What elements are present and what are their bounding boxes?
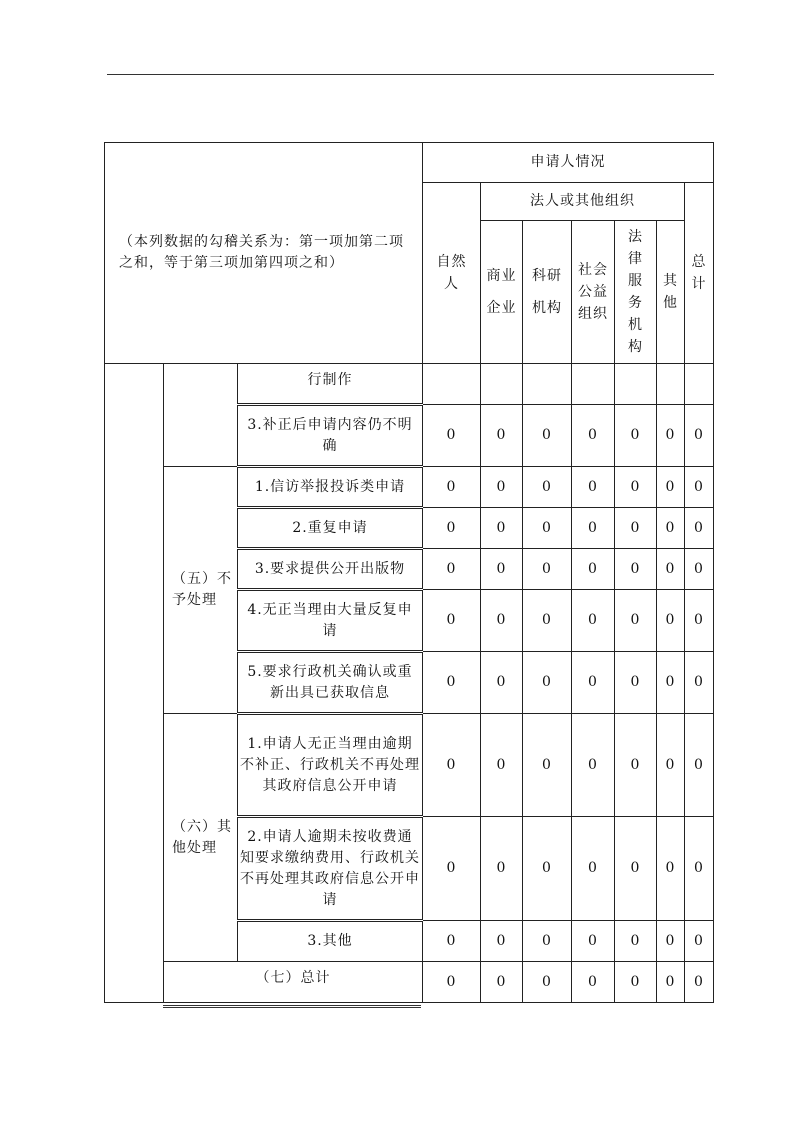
col-other-char-2: 他 [663,295,678,311]
cell [685,364,714,405]
value-cell: 0 [481,590,523,652]
applicant-group-title: 申请人情况 [423,143,714,183]
row-item-label: 2.申请人逾期未按收费通知要求缴纳费用、行政机关不再处理其政府信息公开申请 [238,817,423,921]
value-cell: 0 [685,467,714,508]
cell [615,364,657,405]
col-research-line-2: 机构 [532,300,562,316]
value-cell: 0 [572,405,615,467]
value-cell: 0 [523,405,572,467]
table-note: （本列数据的勾稽关系为：第一项加第二项之和，等于第三项加第四项之和） [105,143,423,364]
col-commercial-line-2: 企业 [486,300,517,316]
col-legal-char-2: 律 [628,251,643,267]
col-social-line-3: 组织 [578,306,608,322]
value-cell: 0 [685,405,714,467]
value-cell: 0 [657,405,685,467]
corp-group-title: 法人或其他组织 [481,183,685,221]
row-item-label: 5.要求行政机关确认或重新出具已获取信息 [238,652,423,714]
col-legal [615,221,657,364]
value-cell: 0 [481,508,523,549]
value-cell: 0 [423,921,481,962]
value-cell: 0 [615,652,657,714]
col-other-char-1: 其 [663,273,678,289]
cell [481,364,523,405]
value-cell: 0 [685,508,714,549]
value-cell: 0 [423,817,481,921]
value-cell: 0 [615,405,657,467]
value-cell: 0 [423,962,481,1003]
col-legal-char-1: 法 [628,229,643,245]
value-cell: 0 [423,467,481,508]
value-cell: 0 [572,714,615,817]
value-cell: 0 [685,921,714,962]
cell [657,364,685,405]
value-cell: 0 [657,467,685,508]
col-research [523,221,572,364]
value-cell: 0 [572,817,615,921]
value-cell: 0 [481,817,523,921]
cell [572,364,615,405]
value-cell: 0 [481,549,523,590]
value-cell: 0 [615,590,657,652]
value-cell: 0 [685,652,714,714]
value-cell: 0 [572,652,615,714]
row-item-label: 3.要求提供公开出版物 [238,549,423,590]
value-cell: 0 [481,921,523,962]
col-social-line-1: 社会 [578,262,608,278]
value-cell: 0 [657,962,685,1003]
value-cell: 0 [423,652,481,714]
value-cell: 0 [523,652,572,714]
value-cell: 0 [523,467,572,508]
col-legal-char-3: 服 [628,273,643,289]
value-cell: 0 [523,549,572,590]
col-social [572,221,615,364]
col-legal-char-4: 务 [628,295,643,311]
value-cell: 0 [685,590,714,652]
total-label: （七）总计 [164,962,423,1003]
group6-label: （六）其他处理 [164,714,238,962]
value-cell: 0 [423,714,481,817]
value-cell: 0 [481,962,523,1003]
col-total-label-1: 总 [691,254,707,270]
value-cell: 0 [657,508,685,549]
value-cell: 0 [481,714,523,817]
row-item-label: 3.其他 [238,921,423,962]
blank-left-column [105,364,164,1003]
row-item-label: 3.补正后申请内容仍不明确 [238,405,423,467]
value-cell: 0 [423,549,481,590]
value-cell: 0 [523,590,572,652]
value-cell: 0 [423,590,481,652]
col-total-label-2: 计 [691,276,707,292]
col-natural-person [423,183,481,364]
group5-label: （五）不予处理 [164,467,238,714]
col-research-line-1: 科研 [532,268,562,284]
col-legal-char-6: 构 [628,339,643,355]
row-item-label: 1.申请人无正当理由逾期不补正、行政机关不再处理其政府信息公开申请 [238,714,423,817]
value-cell: 0 [523,921,572,962]
value-cell: 0 [572,549,615,590]
col-legal-char-5: 机 [628,317,643,333]
value-cell: 0 [481,467,523,508]
row-item-label: 1.信访举报投诉类申请 [238,467,423,508]
value-cell: 0 [685,962,714,1003]
value-cell: 0 [615,817,657,921]
value-cell: 0 [685,817,714,921]
bottom-double-rule [163,1005,421,1008]
value-cell: 0 [572,921,615,962]
value-cell: 0 [423,508,481,549]
value-cell: 0 [615,508,657,549]
row-partial-text: 行制作 [238,364,423,405]
value-cell: 0 [685,714,714,817]
col-social-line-2: 公益 [578,284,608,300]
value-cell: 0 [615,714,657,817]
value-cell: 0 [657,590,685,652]
value-cell: 0 [615,921,657,962]
value-cell: 0 [572,467,615,508]
value-cell: 0 [615,467,657,508]
value-cell: 0 [615,549,657,590]
header-rule [107,74,714,75]
value-cell: 0 [615,962,657,1003]
value-cell: 0 [423,405,481,467]
value-cell: 0 [657,652,685,714]
value-cell: 0 [657,817,685,921]
value-cell: 0 [523,962,572,1003]
col-commercial-line-1: 商业 [486,268,517,284]
cell [423,364,481,405]
value-cell: 0 [572,508,615,549]
col-commercial [481,221,523,364]
cell [523,364,572,405]
value-cell: 0 [572,590,615,652]
value-cell: 0 [481,405,523,467]
value-cell: 0 [657,714,685,817]
value-cell: 0 [657,549,685,590]
value-cell: 0 [572,962,615,1003]
value-cell: 0 [481,652,523,714]
value-cell: 0 [657,921,685,962]
row-item-label: 2.重复申请 [238,508,423,549]
value-cell: 0 [523,817,572,921]
value-cell: 0 [523,508,572,549]
col-natural-person-label: 自然人 [436,254,467,292]
value-cell: 0 [685,549,714,590]
row-item-label: 4.无正当理由大量反复申请 [238,590,423,652]
col-other [657,221,685,364]
value-cell: 0 [523,714,572,817]
blank-group-cell [164,364,238,467]
col-total [685,183,714,364]
statistics-table [104,142,714,1003]
